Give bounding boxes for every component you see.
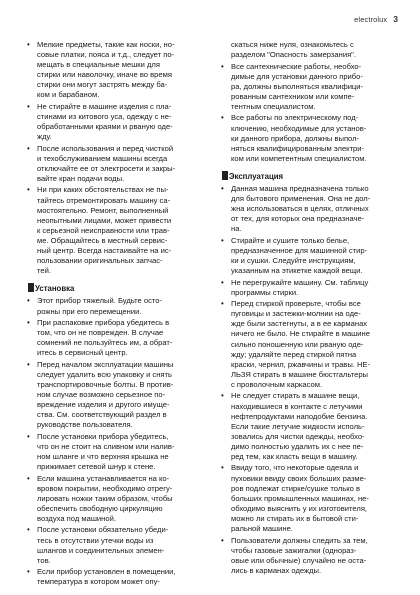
list-item: • После использования и перед чисткой и техобслуживанием машины всегда отключайте ее от электросети и закры- вайте кран подачи воды.	[26, 144, 196, 184]
section-heading-operation	[220, 171, 390, 182]
page-header	[354, 14, 398, 24]
list-item: • Не следует стирать в машине вещи, находившиеся в контакте с летучими нефтепродуктами наподобие бензина. Если такие летучие жидкости исполь- зовались для чистки одежды, необхо- димо полностью удалить их с нее пе- ред тем, как класть вещи в машину.	[220, 391, 390, 462]
page-number: 3	[393, 14, 398, 24]
section-title: Установка	[35, 284, 75, 294]
list-item: • Если машина устанавливается на ко- вровом покрытии, необходимо отрегу- лировать ножки таким образом, чтобы обеспечить свободную циркуляцию воздуха под машиной.	[26, 474, 196, 524]
list-item: • Пользователи должны следить за тем, чтобы газовые зажигалки (однораз- овые или обычные) случайно не оста- лись в карманах одежды.	[220, 536, 390, 576]
list-item: • Стирайте и сушите только белье, предназначенное для машинной стир- ки и сушки. Следуйте инструкциям, указанным на этикетке каждой вещи.	[220, 236, 390, 276]
list-item-continuation: скаться ниже нуля, ознакомьтесь с разделом "Опасность замерзания".	[231, 40, 356, 60]
brand-name: electrolux	[354, 15, 388, 24]
list-item: • Мелкие предметы, такие как носки, но- совые платки, пояса и т.д., следует по- мещать в специальные мешки для стирки или наволочку, иначе во время стирки они могут застрять между ба- ком и барабаном.	[26, 40, 196, 101]
list-item: • Ни при каких обстоятельствах не пы- тайтесь отремонтировать машину са- мостоятельно. Ремонт, выполненный неопытными лицами, может привести к серьезной неисправности или трав- ме. Обращайтесь в местный сервис- ный центр. Всегда настаивайте на ис- пользовании оригинальных запчас- тей.	[26, 185, 196, 276]
list-item: • Данная машина предназначена только для бытового применения. Она не дол- жна использоваться в целях, отличных от тех, для которых она предназначе- на.	[220, 184, 390, 234]
list-item: • После установки прибора убедитесь, что он не стоит на сливном или налив- ном шланге и что верхняя крышка не прижимает сетевой шнур к стене.	[26, 432, 196, 472]
list-item: • Ввиду того, что некоторые одеяла и пуховики ввиду своих больших разме- ров подлежат стирке/сушке только в больших промышленных машинах, не- обходимо выяснить у их изготовителя, можно ли стирать их в бытовой сти- ральной машине.	[220, 463, 390, 534]
right-list-bottom	[220, 184, 390, 576]
right-column	[220, 40, 390, 577]
list-item: • Если прибор установлен в помещении, температура в котором может опу-	[26, 567, 196, 587]
list-item: • Все работы по электрическому под- ключению, необходимые для установ- ки данного прибора, должны выпол- няться квалифицированным электри- ком или компетентным специалистом.	[220, 113, 390, 163]
right-list-top	[220, 40, 390, 164]
left-list-top	[26, 40, 196, 276]
left-column	[26, 40, 196, 589]
list-item: • Не стирайте в машине изделия с пла- стинами из китового уса, одежду с не- обработанными краями и рваную оде- жду.	[26, 102, 196, 142]
section-heading-installation	[26, 283, 196, 294]
section-marker-icon	[28, 283, 34, 292]
section-marker-icon	[222, 171, 228, 180]
left-list-bottom	[26, 296, 196, 587]
list-item: • Этот прибор тяжелый. Будьте осто- рожны при его перемещении.	[26, 296, 196, 316]
list-item: • Перед стиркой проверьте, чтобы все пуговицы и застежки-молнии на оде- жде были застегнуты, а в ее карманах ничего не было. Не стирайте в машине сильно поношенную или рваную оде- жду; удаляйте перед стиркой пятна краски, чернил, ржавчины и травы. НЕ- ЛЬЗЯ стирать в машине бюстгальтеры с проволочным каркасом.	[220, 299, 390, 390]
list-item: • Не перегружайте машину. См. таблицу программы стирки.	[220, 278, 390, 298]
section-title: Эксплуатация	[229, 171, 284, 181]
list-item: • Все сантехнические работы, необхо- димые для установки данного прибо- ра, должны выполняться квалифици- рованным сантехником или компе- тентным специалистом.	[220, 62, 390, 112]
list-item: • После установки обязательно убеди- тесь в отсутствии утечки воды из шлангов и соединительных элемен- тов.	[26, 525, 196, 565]
list-item: • Перед началом эксплуатации машины следует удалить всю упаковку и снять транспортировочные болты. В против- ном случае возможно серьезное по- вреждение изделия и другого имуще- ства. См. соответствующий раздел в руководстве пользователя.	[26, 360, 196, 431]
list-item: • При распаковке прибора убедитесь в том, что он не поврежден. В случае сомнений не пользуйтесь им, а обрат- итесь в сервисный центр.	[26, 318, 196, 358]
